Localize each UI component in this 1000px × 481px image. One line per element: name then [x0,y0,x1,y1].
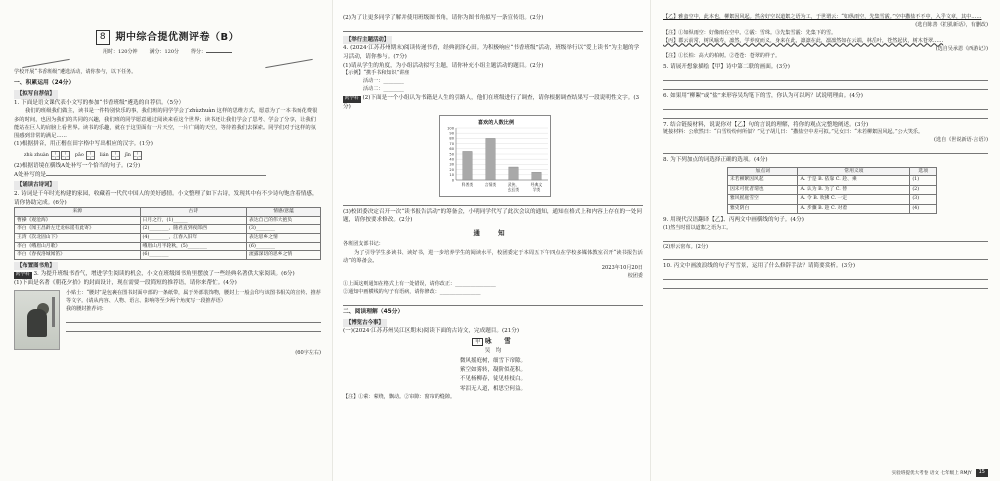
page-number: 15 [976,469,988,477]
answer-line[interactable] [343,25,643,32]
time-limit: 用时：120分钟 [102,48,138,55]
chart-title: 喜欢的人数比例 [477,119,515,126]
pinyin-box-group[interactable]: pāo [75,151,95,160]
y-tick-label: 40 [449,157,454,162]
book-cover-image [14,290,60,350]
question-text: 8. 为下列加点的词选择正确的选项。(4分) [663,157,768,164]
answer-line[interactable] [343,199,643,206]
answer-line[interactable] [663,147,988,154]
pinyin-box-group[interactable]: lián [100,151,120,160]
poem-line: 不见杨柳春，徒见桂枝白。 [459,376,526,383]
answer-line[interactable] [663,112,988,119]
table-header: 来源 [15,208,141,217]
bar [509,167,519,180]
answer-line[interactable] [663,83,988,90]
note-text: 【注】①如纵雨空：好像雨在空中。②霰：雪珠。③先集雪霰：先集下的雪。 [663,29,837,36]
answer-line[interactable] [66,316,321,323]
answer-line[interactable] [663,282,988,289]
decorative-rule [22,59,313,67]
question-text: 10. 丙文中画波浪线的句子写雪景，运用了什么修辞手法？请简要赏析。(3分) [663,263,856,270]
exam-number: 8 [96,30,110,45]
question-text: (1)请从学生的角度，为小组活动拟写主题，请你补充小组主题活动的题目。(2分) [343,62,544,69]
y-tick-label: 0 [451,177,454,182]
table-row: 李白《峨眉山月歌》 峨眉山月半轮秋，(5)________ (6)________ [15,242,321,251]
section-heading: 二、阅读理解（45分） [343,308,404,315]
y-tick-label: 70 [449,141,454,146]
section-heading: 一、积累运用（24分） [14,80,75,87]
y-tick-label: 50 [449,151,454,156]
score-label: 得分： [191,49,232,57]
x-tick-label: 玄幻类 [507,186,520,192]
left-column [0,0,333,481]
passage-text: 【乙】雅蛮空中，此本也，柳絮因风起。然舍好空以道絮之语为工，于世谓云：“如纵雨空，先集雪霰。”空中撒盐不不中，入乎文章，其中…… [663,14,982,20]
question-text[interactable]: ②通知中画横线的句子有语病，请你修改：________________ [343,288,481,295]
question-text[interactable]: ①上面这则通知在格式上有一处错误，请你改正：________________ [343,280,496,287]
task-heading: 【布置图书角】 [14,262,58,270]
example-text: 【示例】“携手书和知识”讲座 [343,70,410,77]
table-row[interactable]: 雅史阴白 A. 步骤 B. 趁 C. 对着 (4) [728,204,937,213]
answer-line[interactable]: A处补写的是 [14,171,321,180]
answer-line[interactable] [663,235,988,242]
source-citation: (选自吴承恩《西游记》) [935,45,988,52]
pinyin-box-group[interactable]: jīn [125,151,142,160]
right-column [651,0,1000,481]
table-header: 古诗 [140,208,246,217]
y-tick-label: 90 [449,131,454,136]
table-header: 常用义项 [798,167,910,176]
question-text: 1. 下面是语文课代表小文写的参加“书香班级”遴选的自荐信。（5分） [14,99,185,106]
activity-line[interactable]: 活动二：________ [363,86,404,93]
y-tick-label: 20 [449,167,454,172]
table-row[interactable]: 雅风摇庭雪空 A. 令 B. 吹拂 C. 一定 (3) [728,195,937,204]
table-row[interactable]: 未若柳絮因风起 A. 于是 B. 依靠 C. 趁、乘 (1) [728,176,937,185]
question-text: (1)下面是名著《朝花夕拾》的封面设计，现在需要一段简短的推荐语，请你来帮忙。(4分) [14,280,237,287]
passage-text: 【丙】郡云前常，树风喻寿，凛然，学养度而义，身来在此，凛凛在此，凛凛然如在云端，林岳叶，苍然起伏，树木苍翠…… [663,37,944,44]
exam-title-block [14,30,321,46]
full-score: 满分：120分 [149,48,180,55]
word-choice-table [727,167,937,214]
answer-line[interactable] [663,103,988,110]
y-tick-label: 10 [449,172,454,177]
book-cover-block [14,290,321,350]
passage-text: 我们的班级我们做主，读书是一件特别快乐的事，我们班的同学学会了zhùzhuàn 这样的思维方式，愿意为了一本书而花费很多的时间，也因为我们的共同的兴趣，我们班的同学愿意通过阅读来看这个世界；读书还让我们学会了思考、学会了分享，让我们能站在巨人的肩膀上看世界。读书的乐趣，就在于这里面有一片天空，一片广阔的天空，等待着我们去探索。同学们对于这样的氛围感到非常的满足…… [14,108,318,140]
exam-title: 期中综合提优测评卷（B） [115,32,240,43]
x-tick-label: 言情类 [484,181,497,187]
answer-line[interactable] [66,325,321,332]
question-text: 2. 诗词是千年时光构建的家园，收藏着一代代中国人的美好感情。小文整理了如下古诗，发现其中有不少诗句饱含着情感，请你协助完成。(6分) [14,190,318,206]
activity-line[interactable]: 活动一：________ [363,78,404,85]
note-text: 【注】①长柏：高大的柏树。②苍苍：苍翠的样子。 [663,53,781,60]
source-citation: (选自陈善《扪虱新话》，有删改) [915,21,988,28]
source-citation: (选自《世说新语·言语》) [934,137,988,144]
question-text: 7. 结合链接材料，说说你对【乙】句的言说的理解，将你的观点完整地阐述。(3分) [663,121,869,128]
table-header: 情感/意蕴 [247,208,321,217]
poem-line: 零泪无人道，相思空何益。 [459,385,526,392]
question-text: 跨学科 (2)下面是一个小组认为书籍是人生的引路人，他们在班级进行了调查，请你根据调查结果写一段说明性文字。(3分) [343,94,640,110]
answer-line[interactable] [663,253,988,260]
question-text: (2)根据语境在横线A处补写一个恰当的句子。(2分) [14,162,141,169]
badge: 跨学科 [345,95,359,101]
table-row: 曹操《观沧海》 日月之行，(1)______ 表达自己的伟大抱负 [15,216,321,225]
question-text: (1)然当时留以道絮之语为工。 [663,224,732,231]
y-tick-label: 60 [449,146,454,151]
table-row: 李白《春夜洛城闻笛》 (6)________ 流露深切的思乡之情 [15,251,321,260]
x-tick-label: 武侠、 [507,181,520,187]
page-footer [892,469,988,477]
table-row[interactable]: 因未可优者谓也 A. 认为 B. 为了 C. 替 (2) [728,185,937,194]
notice-recipient: 各班团支部书记： [343,240,384,247]
x-tick-label: 经典文 [530,181,543,187]
question-text: (一)(2024·江苏苏州吴江区期末)阅读下面的古诗文，完成题目。(21分) [343,328,520,335]
poem-table [14,207,321,260]
answer-prompt: 我的腰封推荐词： [66,305,107,312]
y-tick-label: 80 [449,136,454,141]
poem-line: 萦空如雾转，凝阶似花积。 [459,367,526,373]
footer-text: 实验班提优大考卷 语文 七年级上 RMJY [891,470,972,476]
question-text: 9. 用现代汉语翻译【乙】、丙两文中画横线的句子。(4分) [663,216,804,223]
badge: 跨学科 [16,272,30,278]
bar [463,151,473,180]
poem-note: 【注】①萦：萦绕，飘动。②帘隙：窗帘的缝隙。 [343,394,456,401]
bar [532,172,542,180]
question-text: 跨学科 3. 为提升班级书香气，增进学生阅读的机会，小文在班级图书角里摆放了一些经典名著供大家阅读。(6分) [16,271,295,278]
intro-text: 学校开展“书香班级”遴选活动，请你参与，以下任务。 [14,69,137,76]
poem-line: 微风摇庭树，细雪下帘隙。 [459,357,526,364]
bar-chart-svg [440,116,552,198]
question-text: 5. 请展开想象描绘【甲】诗中第二联的画面。(3分) [663,64,790,71]
question-text: (1)根据拼音，用正楷在田字格中写出相应的汉字。(1分) [14,141,153,148]
x-tick-label: 学类 [532,186,541,192]
answer-line[interactable] [663,74,988,81]
y-tick-label: 30 [449,162,454,167]
question-text: 6. 如果用“柳絮”或“盐”来形容吴均笔下的雪，你认为可以吗？试说明理由。(4分) [663,93,863,99]
task-heading: 【拟写自荐信】 [14,90,58,98]
pinyin-box-group[interactable]: zhù zhuàn [24,151,70,160]
y-tick-label: 100 [447,125,454,130]
bar [486,138,496,180]
table-header: 加点词 [728,167,798,176]
question-text: (3)校团委决定召开一次“读书报告活动”的筹备会，小明同学代写了此次会议的通知，通知在格式上和内容上存在的一处问题，请你按要求修改。(2分) [343,208,642,224]
answer-line[interactable] [663,273,988,280]
link-material: 链接材料：公欣然曰：“白雪纷纷何所似？”兄子胡儿曰：“撒盐空中差可拟。”兄女曰：“未若柳絮因风起。”公大笑乐。 [663,129,924,136]
answer-line[interactable] [343,299,643,306]
poem-tag: 甲 [472,338,483,346]
question-text: 4. (2024·江苏苏州期末)阅读传递书香，经典润泽心田。为积极响应“书香班级”活动，班级举行以“爱上读书”为主题的学习活动，请你参与。(7分) [343,45,640,60]
task-heading: 【举行主题活动】 [343,36,392,44]
bar-chart [439,115,551,197]
poem-block [343,336,643,394]
table-row: 王湾《次北固山下》 (4)________，江春入旧年 表达思乡之情 [15,233,321,242]
task-heading: 【博览古今事】 [343,319,387,327]
word-limit: (60字左右) [295,350,321,357]
table-row: 李白《闻王昌龄左迁龙标遥有此寄》 (2)________，随君直到夜郎西 (3)________ [15,225,321,234]
notice-date: 2023年10月20日 [601,265,643,272]
notice-body: 为了引导学生多读书、读好书，进一步培养学生的阅读水平，校团委定于本周五下午四点在学校多媒体教室召开“读书报告活动”的筹备会。 [343,249,643,264]
notice-signature: 校团委 [627,273,643,279]
writing-grid [24,151,321,160]
exam-meta [14,49,321,57]
poem-author: 吴 均 [484,348,502,355]
middle-column [333,0,651,481]
question-text: (2)为了让更多同学了解并使用班级图书角，请你为图书角拟写一条宣传语。(2分) [343,15,544,21]
notice-title: 通 知 [473,228,513,237]
tip-text: 小贴士：“腰封”是包裹在图书封面中部的一条纸带，属于外部装饰物，腰封上一般会印与该图书相关的宣传、推荐等文字。(请从内容、人物、语言、影响等至少两个角度写一段推荐语） [66,290,321,304]
poem-title: 咏 雪 [484,336,514,345]
table-header: 选项 [910,167,937,176]
task-heading: 【诵读古诗词】 [14,181,58,189]
question-text: (2)形云密布。(2分) [663,243,708,250]
x-tick-label: 科普类 [461,181,474,187]
